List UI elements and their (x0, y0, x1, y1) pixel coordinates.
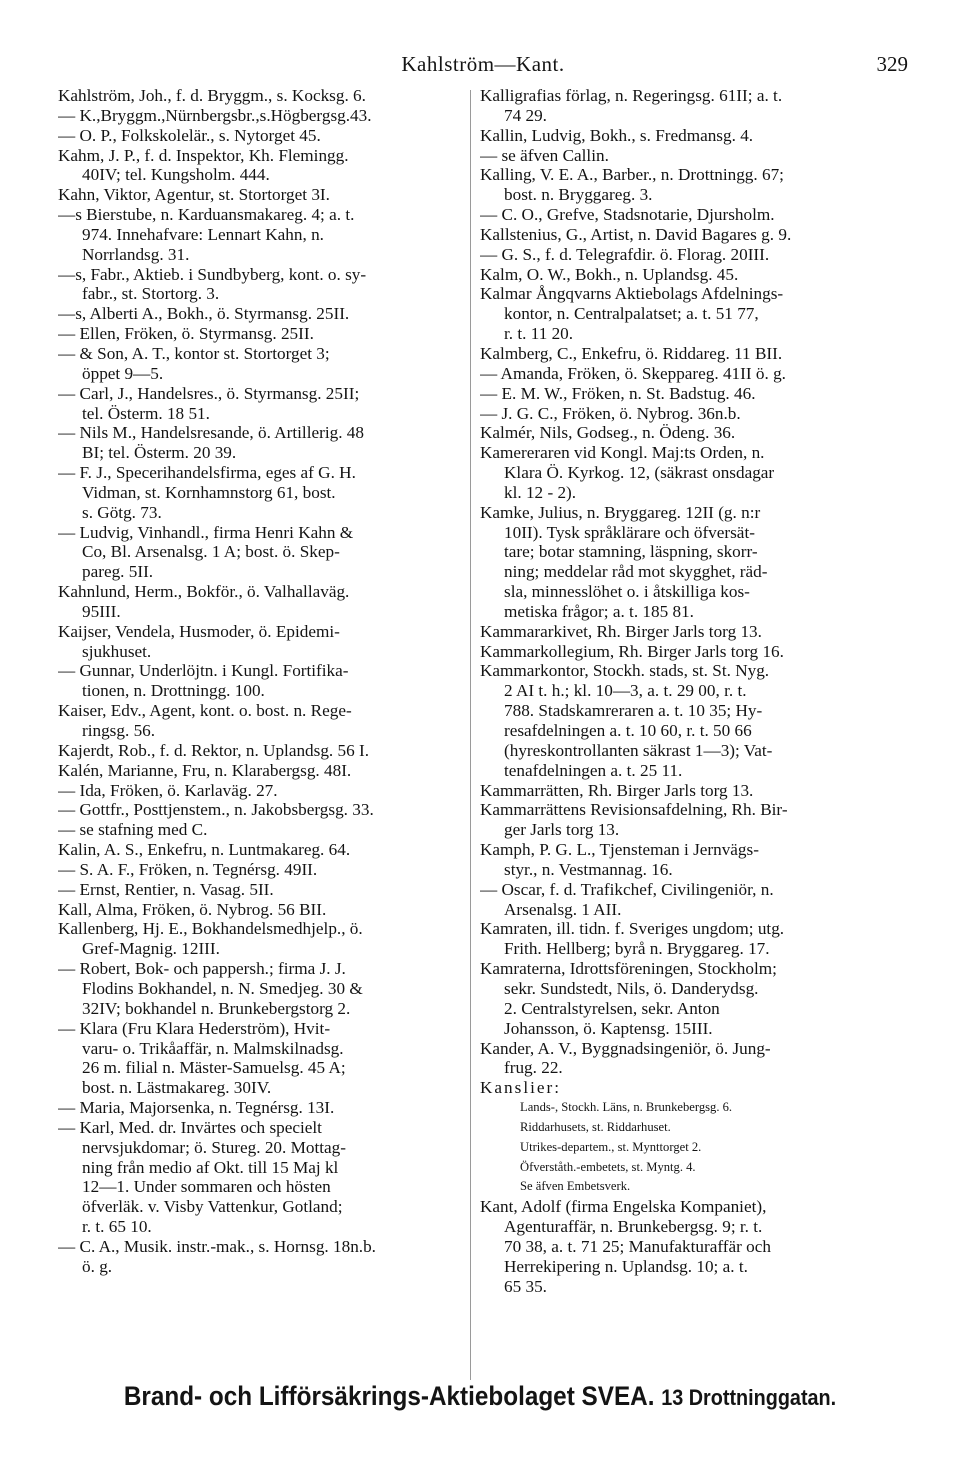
directory-line: Se äfven Embetsverk. (520, 1179, 631, 1194)
directory-line: 95III. (82, 601, 121, 621)
directory-line: — C. O., Grefve, Stadsnotarie, Djursholm. (480, 205, 775, 225)
directory-line: öfverläk. v. Visby Vattenkur, Gotland; (82, 1197, 343, 1217)
directory-line: Kammararkivet, Rh. Birger Jarls torg 13. (480, 621, 762, 641)
directory-line: — Karl, Med. dr. Invärtes och specielt (58, 1117, 322, 1137)
directory-line: — Nils M., Handelsresande, ö. Artillerig. 48 (58, 423, 364, 443)
directory-line: — O. P., Folkskolelär., s. Nytorget 45. (58, 125, 321, 145)
directory-line: — Ellen, Fröken, ö. Styrmansg. 25II. (58, 324, 314, 344)
directory-line: Kamraten, ill. tidn. f. Sveriges ungdom; utg. (480, 919, 785, 939)
advertisement-footer (48, 1380, 912, 1414)
directory-line: kontor, n. Centralpalatset; a. t. 51 77, (504, 304, 759, 324)
directory-line: 70 38, a. t. 71 25; Manufakturaffär och (504, 1236, 771, 1256)
directory-line: r. t. 65 10. (82, 1217, 152, 1237)
directory-line: Lands-, Stockh. Läns, n. Brunkebergsg. 6. (520, 1100, 733, 1115)
directory-line: 12—1. Under sommaren och hösten (82, 1177, 331, 1197)
left-column (58, 86, 466, 1277)
directory-line: Frith. Hellberg; byrå n. Bryggareg. 17. (504, 939, 770, 959)
directory-line: Kammarkollegium, Rh. Birger Jarls torg 16. (480, 641, 784, 661)
directory-line: Kahm, J. P., f. d. Inspektor, Kh. Flemingg. (58, 145, 349, 165)
directory-line: — Oscar, f. d. Trafikchef, Civilingeniör, n. (480, 879, 774, 899)
directory-line: Öfverståth.-embetets, st. Myntg. 4. (520, 1159, 696, 1174)
directory-line: Kahn, Viktor, Agentur, st. Stortorget 3I. (58, 185, 330, 205)
directory-line: tionen, n. Drottningg. 100. (82, 681, 265, 701)
directory-line: Riddarhusets, st. Riddarhuset. (520, 1119, 671, 1134)
directory-line: Klara Ö. Kyrkog. 12, (säkrast onsdagar (504, 463, 775, 483)
directory-line: 26 m. filial n. Mäster-Samuelsg. 45 A; (82, 1058, 346, 1078)
directory-line: Kaijser, Vendela, Husmoder, ö. Epidemi- (58, 621, 340, 641)
directory-line: ning; meddelar råd mot skygghet, räd- (504, 562, 768, 582)
directory-line: Kammarrätten, Rh. Birger Jarls torg 13. (480, 780, 754, 800)
directory-line: Kamraterna, Idrottsföreningen, Stockholm; (480, 959, 777, 979)
directory-line: Kajerdt, Rob., f. d. Rektor, n. Uplandsg. 56 I. (58, 740, 370, 760)
directory-line: — E. M. W., Fröken, n. St. Badstug. 46. (480, 383, 756, 403)
directory-line: tel. Österm. 18 51. (82, 403, 210, 423)
directory-line: r. t. 11 20. (504, 324, 574, 344)
directory-line: sekr. Sundstedt, Nils, ö. Danderydsg. (504, 978, 759, 998)
directory-line: styr., n. Vestmannag. 16. (504, 859, 673, 879)
directory-line: —s, Fabr., Aktieb. i Sundbyberg, kont. o. sy- (58, 264, 367, 284)
directory-line: Kalmar Ångqvarns Aktiebolags Afdelnings- (480, 284, 784, 304)
directory-line: Kahnlund, Herm., Bokför., ö. Valhallaväg. (58, 582, 350, 602)
directory-line: Kammarkontor, Stockh. stads, st. St. Nyg. (480, 661, 770, 681)
directory-line: — Amanda, Fröken, ö. Skeppareg. 41II ö. g. (480, 363, 786, 383)
directory-line: ger Jarls torg 13. (504, 820, 620, 840)
directory-line: Kalin, A. S., Enkefru, n. Luntmakareg. 64. (58, 840, 351, 860)
directory-line: — Carl, J., Handelsres., ö. Styrmansg. 25II; (58, 383, 360, 403)
directory-line: metiska frågor; a. t. 185 81. (504, 601, 694, 621)
footer-company: Brand- och Lifförsäkrings-Aktiebolaget SVEA. (123, 1381, 655, 1411)
directory-line: Norrlandsg. 31. (82, 244, 190, 264)
directory-line: Kalm, O. W., Bokh., n. Uplandsg. 45. (480, 264, 739, 284)
directory-line: Kanslier: (480, 1078, 562, 1098)
directory-line: —s, Alberti A., Bokh., ö. Styrmansg. 25II. (58, 304, 350, 324)
directory-line: — & Son, A. T., kontor st. Stortorget 3; (58, 343, 330, 363)
directory-line: Kalén, Marianne, Fru, n. Klarabergsg. 48I. (58, 760, 352, 780)
directory-line: frug. 22. (504, 1058, 563, 1078)
directory-line: s. Götg. 73. (82, 502, 162, 522)
directory-line: — Robert, Bok- och pappersh.; firma J. J. (58, 959, 346, 979)
directory-line: Kall, Alma, Fröken, ö. Nybrog. 56 BII. (58, 899, 327, 919)
directory-line: Kander, A. V., Byggnadsingeniör, ö. Jung- (480, 1038, 771, 1058)
directory-line: BI; tel. Österm. 20 39. (82, 443, 237, 463)
directory-line: resafdelningen a. t. 10 60, r. t. 50 66 (504, 721, 752, 740)
directory-line: fabr., st. Stortorg. 3. (82, 284, 220, 304)
directory-line: ringsg. 56. (82, 721, 156, 740)
directory-line: 40IV; tel. Kungsholm. 444. (82, 165, 270, 185)
directory-line: Vidman, st. Kornhamnstorg 61, bost. (82, 482, 336, 502)
directory-line: Kamereraren vid Kongl. Maj:ts Orden, n. (480, 443, 765, 463)
directory-line: nervsjukdomar; ö. Stureg. 20. Mottag- (82, 1137, 346, 1157)
directory-line: — Klara (Fru Klara Hederström), Hvit- (58, 1018, 331, 1038)
directory-line: Kallenberg, Hj. E., Bokhandelsmedhjelp., ö. (58, 919, 363, 939)
footer-address: 13 Drottninggatan. (661, 1385, 837, 1410)
directory-line: sjukhuset. (82, 641, 152, 661)
directory-line: — F. J., Specerihandelsfirma, eges af G. H. (58, 463, 356, 483)
directory-line: — Ida, Fröken, ö. Karlaväg. 27. (58, 780, 278, 800)
directory-line: Gref-Magnig. 12III. (82, 939, 220, 959)
directory-line: — K.,Bryggm.,Nürnbergsbr.,s.Högbergsg.43. (58, 105, 372, 125)
page-header (58, 52, 908, 78)
directory-line: Kalling, V. E. A., Barber., n. Drottningg. 67; (480, 165, 784, 185)
directory-line: 2 AI t. h.; kl. 10—3, a. t. 29 00, r. t. (504, 681, 747, 701)
directory-line: Kallin, Ludvig, Bokh., s. Fredmansg. 4. (480, 125, 754, 145)
directory-line: pareg. 5II. (82, 562, 154, 582)
directory-line: 10II). Tysk språklärare och öfversät- (504, 522, 755, 542)
running-title: Kahlström—Kant. (401, 52, 565, 76)
directory-line: ning från medio af Okt. till 15 Maj kl (82, 1157, 339, 1177)
directory-line: Kalligrafias förlag, n. Regeringsg. 61II; a. t. (480, 86, 783, 105)
column-divider (470, 90, 471, 1380)
directory-line: bost. n. Bryggareg. 3. (504, 185, 653, 205)
page-number: 329 (876, 52, 908, 76)
directory-line: Kalmberg, C., Enkefru, ö. Riddareg. 11 BII. (480, 343, 783, 363)
directory-line: varu- o. Trikåaffär, n. Malmskilnadsg. (82, 1038, 344, 1058)
directory-line: Kant, Adolf (firma Engelska Kompaniet), (480, 1197, 767, 1217)
directory-line: — Ludvig, Vinhandl., firma Henri Kahn & (58, 522, 354, 542)
directory-line: Flodins Bokhandel, n. N. Smedjeg. 30 & (82, 978, 363, 998)
directory-line: kl. 12 - 2). (504, 482, 577, 502)
directory-line: — Ernst, Rentier, n. Vasag. 5II. (58, 879, 274, 899)
directory-line: — Gunnar, Underlöjtn. i Kungl. Fortifika- (58, 661, 349, 681)
directory-line: öppet 9—5. (82, 363, 164, 383)
directory-line: — G. S., f. d. Telegrafdir. ö. Florag. 20III. (480, 244, 770, 264)
directory-line: — Maria, Majorsenka, n. Tegnérsg. 13I. (58, 1098, 335, 1118)
directory-line: Utrikes-departem., st. Mynttorget 2. (520, 1139, 702, 1154)
directory-line: —s Bierstube, n. Karduansmakareg. 4; a. t. (58, 205, 355, 225)
directory-line: — C. A., Musik. instr.-mak., s. Hornsg. 18n.b. (58, 1236, 376, 1256)
directory-line: Agenturaffär, n. Brunkebergsg. 9; r. t. (504, 1217, 763, 1237)
directory-line: Kahlström, Joh., f. d. Bryggm., s. Kocksg. 6. (58, 86, 366, 105)
directory-line: bost. n. Lästmakareg. 30IV. (82, 1078, 272, 1098)
directory-line: — Gottfr., Posttjenstem., n. Jakobsbergsg. 33. (58, 800, 374, 820)
directory-line: Kamke, Julius, n. Bryggareg. 12II (g. n:r (480, 502, 761, 522)
directory-line: 2. Centralstyrelsen, sekr. Anton (504, 998, 720, 1018)
directory-line: sla, minnesslöhet o. i åtskilliga kos- (504, 582, 750, 602)
directory-line: Kammarrättens Revisionsafdelning, Rh. Bir- (480, 800, 788, 820)
directory-line: ö. g. (82, 1256, 113, 1276)
directory-line: 32IV; bokhandel n. Brunkebergstorg 2. (82, 998, 351, 1018)
directory-line: Kalmér, Nils, Godseg., n. Ödeng. 36. (480, 423, 736, 443)
directory-line: 65 35. (504, 1276, 547, 1296)
directory-line: (hyreskontrollanten säkrast 1—3); Vat- (504, 740, 773, 760)
directory-line: Co, Bl. Arsenalsg. 1 A; bost. ö. Skep- (82, 542, 340, 562)
directory-line: Kaiser, Edv., Agent, kont. o. bost. n. Rege- (58, 701, 352, 721)
directory-line: — S. A. F., Fröken, n. Tegnérsg. 49II. (58, 859, 318, 879)
directory-line: 74 29. (504, 105, 547, 125)
directory-line: tare; botar stamning, läspning, skorr- (504, 542, 758, 562)
directory-line: Johansson, ö. Kaptensg. 15III. (504, 1018, 713, 1038)
right-column (480, 86, 910, 1296)
directory-line: Arsenalsg. 1 AII. (504, 899, 622, 919)
directory-line: — se äfven Callin. (480, 145, 609, 165)
directory-line: Herrekipering n. Uplandsg. 10; a. t. (504, 1256, 748, 1276)
directory-line: Kallstenius, G., Artist, n. David Bagares g. 9. (480, 224, 792, 244)
directory-line: 974. Innehafvare: Lennart Kahn, n. (82, 224, 324, 244)
directory-line: — se stafning med C. (58, 820, 208, 840)
directory-line: tenafdelningen a. t. 25 11. (504, 760, 683, 780)
directory-line: — J. G. C., Fröken, ö. Nybrog. 36n.b. (480, 403, 741, 423)
directory-line: Kamph, P. G. L., Tjensteman i Jernvägs- (480, 840, 759, 860)
directory-line: 788. Stadskamreraren a. t. 10 35; Hy- (504, 701, 763, 721)
